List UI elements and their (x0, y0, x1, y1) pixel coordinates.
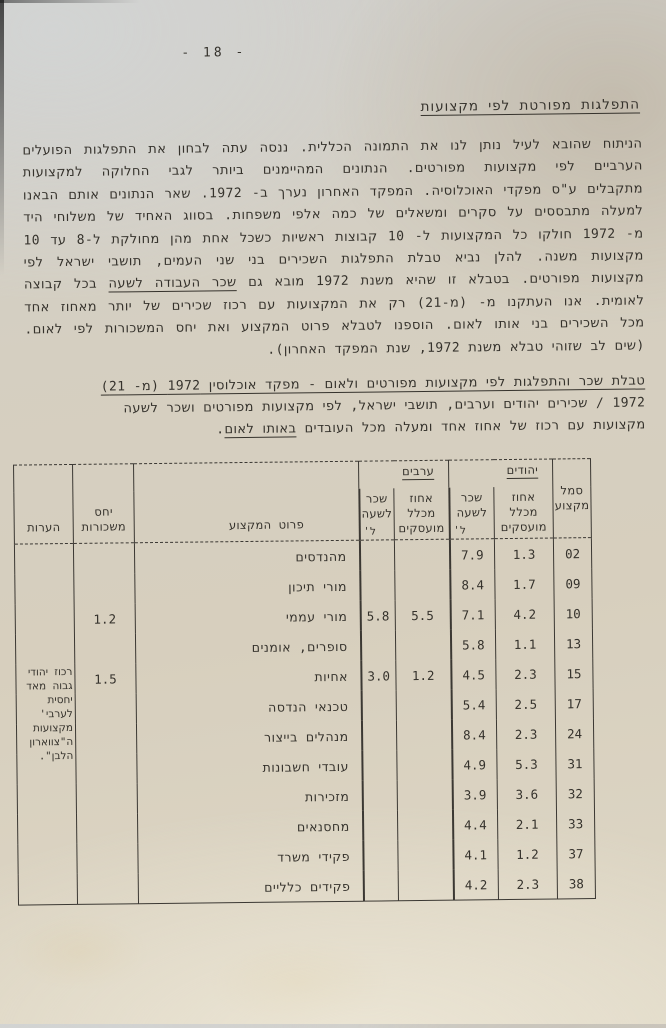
notes-line: רכוז יהודי (27, 665, 73, 679)
underlined-text: באותו לאום (224, 421, 297, 438)
cell-jews-wage: 8.4 (450, 569, 495, 600)
cell-arabs-percent (397, 810, 452, 841)
cell-occupation-name: סופרים, אומנים (135, 631, 360, 664)
cell-occupation-code: 33 (556, 808, 594, 838)
header-wage-ratio (73, 464, 135, 544)
cell-jews-wage: 4.9 (452, 749, 497, 780)
cell-occupation-code: 24 (555, 718, 593, 748)
notes-line: יחסית לערבי' (39, 693, 73, 721)
cell-arabs-wage (363, 870, 398, 901)
header-occupation-detail (134, 461, 360, 543)
cell-jews-percent: 2.5 (496, 688, 555, 719)
text-segment: מכל השכירים בני אותו לאום. הוספנו לטבלא פרוט המקצוע ואת יחס המשכורות לפי לאום. (24, 315, 645, 338)
cell-occupation-name: פקידי משרד (138, 841, 363, 874)
text-segment: מתקבלים ע"ס מפקדי האוכלוסיה. המפקד האחרון נערך ב- 1972. שאר הנתונים אותם הבאנו (22, 181, 644, 204)
text-segment: (שים לב שזוהי טבלא משנת 1972, שנת המפקד האחרון). (267, 338, 645, 358)
cell-arabs-percent: 1.2 (396, 660, 451, 691)
cell-jews-wage: 7.1 (450, 599, 495, 630)
cell-occupation-code: 15 (555, 658, 593, 688)
wage-distribution-table (13, 458, 596, 906)
header-arabs-wage-label: שכר לשעה (361, 491, 393, 521)
cell-occupation-name: אחיות (136, 661, 361, 694)
cell-arabs-wage (362, 810, 397, 840)
cell-jews-wage: 4.5 (451, 659, 496, 690)
cell-occupation-name: מהנדסים (134, 540, 359, 573)
cell-wage-ratio (76, 783, 137, 814)
header-jews-group (449, 459, 553, 488)
header-notes (14, 464, 74, 544)
cell-wage-ratio (77, 873, 138, 904)
cell-jews-wage: 4.2 (453, 869, 498, 900)
section-heading: התפלגות מפורטת לפי מקצועות (420, 96, 641, 115)
cell-arabs-wage (360, 570, 395, 600)
cell-occupation-name: מזכירות (137, 781, 362, 814)
cell-arabs-wage (363, 840, 398, 870)
cell-jews-percent: 2.3 (498, 868, 557, 899)
cell-wage-ratio (76, 813, 137, 844)
intro-paragraph (22, 133, 645, 364)
cell-occupation-code: 10 (554, 598, 592, 628)
header-occupation-code (553, 459, 592, 538)
cell-arabs-wage: 5.8 (360, 600, 395, 630)
cell-arabs-percent (398, 870, 453, 901)
table-row (18, 868, 595, 905)
cell-arabs-wage (361, 690, 396, 720)
cell-jews-wage: 4.1 (453, 839, 498, 870)
cell-occupation-code: 38 (557, 868, 595, 899)
cell-wage-ratio (73, 543, 134, 574)
header-arabs-group-label: ערבים (402, 463, 435, 479)
header-wage-ratio-label: יחס משכורות (81, 504, 127, 534)
text-segment: מ- 1972 חולקו כל המקצועות ל- 10 קבוצות ראשיות כשכל אחת מהן מחולקת ל-8 עד 10 (23, 226, 644, 249)
header-arabs-wage (359, 488, 395, 540)
text-segment: לאומית. אנו העתקנו מ- (מ-21) רק את המקצועות עם רכוז שכירים של יותר מאחוז אחד (24, 293, 645, 316)
cell-wage-ratio (75, 693, 136, 724)
cell-occupation-code: 02 (553, 538, 591, 569)
cell-occupation-name: מורי עממי (135, 601, 360, 634)
cell-jews-percent: 2.1 (497, 808, 556, 839)
cell-arabs-percent (395, 630, 450, 661)
text-segment: הניתוח שהובא לעיל נותן לנו את התמונה הכללית. ננסה עתה לבחון את התפלגות הפועלים (22, 136, 643, 159)
text-segment: למעלה מתבססים על סקרים ומשאלים של כמה אלפי משפחות. בסווג האחיד של משלוחי היד (23, 203, 644, 226)
cell-occupation-name: טכנאי הנדסה (136, 691, 361, 724)
notes-line: הלבן". (38, 749, 74, 763)
currency-symbol: ל' (453, 524, 467, 537)
header-notes-label: הערות (26, 520, 61, 535)
cell-arabs-percent (395, 570, 450, 601)
header-jews-wage (449, 487, 495, 539)
cell-occupation-name: פקידים כלליים (138, 871, 363, 904)
cell-jews-percent: 1.1 (495, 628, 554, 659)
cell-notes (14, 543, 77, 905)
notes-line: מקצועות (32, 721, 74, 735)
cell-occupation-name: עובדי חשבונות (137, 751, 362, 784)
header-occupation-code-label: סמל מקצוע (554, 483, 590, 513)
cell-wage-ratio: 1.2 (74, 603, 135, 634)
text-segment: מקצועות משנה. להלן נביא טבלת התפלגות השכירים בני שני העמים, תושבי ישראל לפי (23, 248, 644, 271)
cell-arabs-percent (397, 750, 452, 781)
cell-occupation-code: 09 (554, 568, 592, 598)
cell-arabs-wage: 3.0 (361, 660, 396, 690)
cell-jews-percent: 2.3 (496, 718, 555, 749)
cell-arabs-wage (361, 720, 396, 750)
cell-occupation-code: 32 (556, 778, 594, 808)
cell-arabs-wage (362, 780, 397, 810)
text-segment: בכל קבוצה (23, 276, 109, 293)
cell-occupation-code: 13 (554, 628, 592, 658)
header-jews-group-label: יהודים (506, 462, 539, 478)
header-jews-percent-label: אחוז מכלל מועסקים (500, 489, 547, 535)
notes-line: ה"צווארון (29, 735, 74, 749)
header-occupation-detail-label: פרוט המקצוע (228, 517, 305, 533)
text-segment: הערביים לפי מקצועות מפורטים. הנתונים המהיימנים ביותר לגבי החלוקה למקצועות (22, 158, 643, 181)
cell-jews-percent: 3.6 (497, 778, 556, 809)
page-number: - 18 - (181, 44, 247, 61)
cell-arabs-wage (362, 750, 397, 780)
text-segment: . (216, 422, 225, 438)
cell-arabs-percent (397, 780, 452, 811)
cell-occupation-name: מחסנאים (137, 811, 362, 844)
table-caption (25, 370, 646, 443)
cell-jews-wage: 8.4 (451, 719, 496, 750)
cell-jews-wage: 7.9 (449, 539, 494, 570)
notes-line: גבוה מאד (26, 679, 73, 693)
cell-jews-percent: 2.3 (496, 658, 555, 689)
cell-arabs-wage (359, 540, 394, 571)
cell-wage-ratio (74, 573, 135, 604)
cell-occupation-code: 17 (555, 688, 593, 718)
cell-arabs-percent: 5.5 (395, 600, 450, 631)
cell-occupation-code: 31 (556, 748, 594, 778)
cell-arabs-percent (396, 720, 451, 751)
header-jews-wage-label: שכר לשעה (456, 490, 488, 520)
cell-jews-wage: 5.4 (451, 689, 496, 720)
cell-jews-wage: 3.9 (452, 779, 497, 810)
cell-jews-wage: 5.8 (450, 629, 495, 660)
cell-jews-wage: 4.4 (452, 809, 497, 840)
cell-jews-percent: 5.3 (497, 748, 556, 779)
text-segment: מקצועות מפורטים. בטבלא זו שהיא משנת 1972 מובא גם (236, 270, 645, 291)
cell-wage-ratio (76, 753, 137, 784)
cell-arabs-percent (396, 690, 451, 721)
cell-arabs-percent (394, 539, 449, 570)
cell-occupation-code: 37 (557, 838, 595, 868)
cell-occupation-name: מנהלים בייצור (136, 721, 361, 754)
header-jews-percent (494, 487, 554, 539)
text-segment: מקצועות עם רכוז של אחוז אחד ומעלה מכל העובדים (296, 417, 646, 437)
cell-wage-ratio (77, 843, 138, 874)
cell-jews-percent: 1.3 (494, 538, 553, 569)
cell-wage-ratio (75, 723, 136, 754)
cell-occupation-name: מורי תיכון (135, 571, 360, 604)
cell-arabs-percent (398, 840, 453, 871)
cell-wage-ratio: 1.5 (75, 663, 136, 694)
underlined-text: שכר העבודה לשעה (108, 275, 237, 292)
header-arabs-percent-label: אחוז מכלל מועסקים (398, 490, 445, 536)
underlined-text: טבלת שכר והתפלגות לפי מקצועות מפורטים ולאום - מפקד אוכלוסין 1972 (מ- 21) (100, 373, 646, 395)
cell-jews-percent: 1.2 (498, 838, 557, 869)
cell-jews-percent: 1.7 (495, 569, 554, 600)
header-arabs-percent (394, 488, 450, 540)
currency-symbol: ל' (363, 525, 377, 538)
cell-jews-percent: 4.2 (495, 599, 554, 630)
cell-arabs-wage (360, 630, 395, 660)
text-segment: 1972 / שכירים יהודים וערבים, תושבי ישראל, לפי מקצועות מפורטים ושכר לשעה (123, 395, 646, 417)
header-arabs-group (359, 460, 449, 489)
notes-text (16, 665, 75, 764)
cell-wage-ratio (74, 633, 135, 664)
